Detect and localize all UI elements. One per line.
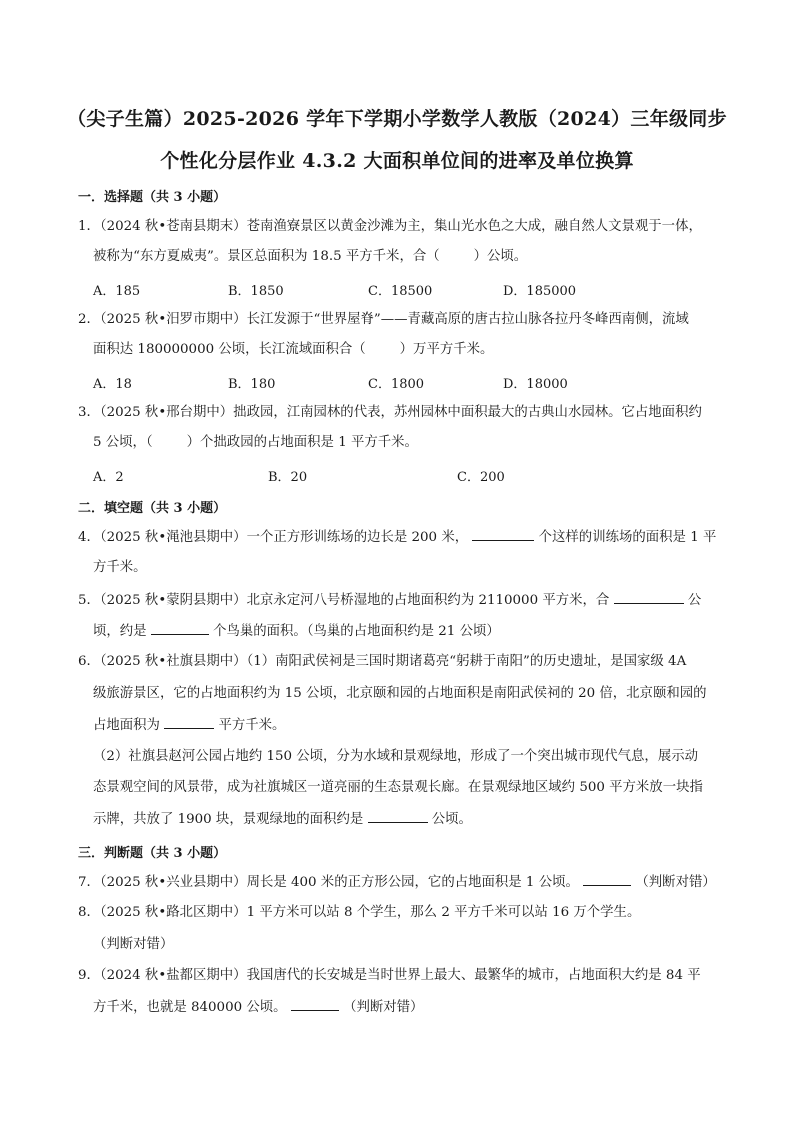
q2-text-before-blank: 面积达 180000000 公顷，长江流域面积合（ (93, 342, 366, 357)
q6-text-after-blank-2: 公顷。 (431, 812, 472, 827)
q1-text-before-blank: 被称为“东方夏威夷”。景区总面积为 18.5 平方千米，合（ (93, 249, 440, 264)
q4-text-before-blank: 4．（2025 秋•渑池县期中）一个正方形训练场的边长是 200 米， (78, 530, 469, 545)
q6-answer-blank-1[interactable] (164, 716, 214, 729)
q9-line-2 (93, 998, 423, 1017)
q2-text-after-blank: ）万平方千米。 (399, 342, 494, 357)
q3-option-a[interactable]: A．2 (93, 470, 124, 485)
q4-answer-blank[interactable] (472, 528, 534, 541)
section-heading-choice: 一．选择题（共 3 小题） (78, 190, 227, 205)
q6-text-before-blank-2: 示牌，共放了 1900 块，景观绿地的面积约是 (93, 812, 364, 827)
q4-line-2: 方千米。 (93, 560, 147, 575)
q4-line-1 (78, 528, 716, 547)
q2-option-d[interactable]: D．18000 (503, 377, 568, 392)
q6-line-4: （2）社旗县赵河公园占地约 150 公顷，分为水域和景观绿地，形成了一个突出城市现代气息，展示动 (93, 749, 698, 764)
q8-judge-note: （判断对错） (93, 937, 174, 952)
q2-line-1: 2．（2025 秋•汨罗市期中）长江发源于“世界屋脊”——青藏高原的唐古拉山脉各拉丹冬峰西南侧，流域 (78, 312, 689, 327)
q1-line-1: 1．（2024 秋•苍南县期末）苍南渔寮景区以黄金沙滩为主，集山光水色之大成，融自然人文景观于一体， (78, 219, 702, 234)
q9-text-before-blank: 方千米，也就是 840000 公顷。 (93, 1000, 287, 1015)
q5-text-after-blank-1: 公 (687, 593, 702, 608)
page-title-line-1: （尖子生篇）2025-2026 学年下学期小学数学人教版（2024）三年级同步 (67, 108, 727, 130)
q3-line-2 (93, 434, 418, 452)
q6-text-before-blank-1: 占地面积为 (93, 718, 160, 733)
q5-answer-blank-1[interactable] (614, 591, 684, 604)
q3-text-before-blank: 5 公顷，（ (93, 435, 153, 450)
q6-line-1: 6．（2025 秋•社旗县期中）（1）南阳武侯祠是三国时期诸葛亮“躬耕于南阳”的历史遗址，是国家级 4A (78, 654, 687, 669)
q5-text-before-blank-1: 5．（2025 秋•蒙阴县期中）北京永定河八号桥湿地的占地面积约为 2110000 平方米，合 (78, 593, 610, 608)
q1-option-c[interactable]: C．18500 (368, 284, 433, 299)
q7-answer-blank[interactable] (583, 873, 631, 886)
q1-option-d[interactable]: D．185000 (503, 284, 577, 299)
q6-text-after-blank-1: 平方千米。 (218, 718, 286, 733)
section-heading-judge: 三．判断题（共 3 小题） (78, 846, 227, 861)
q2-option-c[interactable]: C．1800 (368, 377, 425, 392)
q5-text-before-blank-2: 顷，约是 (93, 624, 147, 639)
q1-line-2 (93, 248, 527, 266)
q3-option-c[interactable]: C．200 (457, 470, 505, 485)
q3-option-b[interactable]: B．20 (268, 470, 308, 485)
q4-text-after-blank: 个这样的训练场的面积是 1 平 (538, 530, 717, 545)
q9-line-1: 9．（2024 秋•盐都区期中）我国唐代的长安城是当时世界上最大、最繁华的城市，占地面积大约是 84 平 (78, 968, 701, 983)
q6-line-3 (93, 716, 285, 735)
q6-line-2: 级旅游景区，它的占地面积约为 15 公顷，北京颐和园的占地面积是南阳武侯祠的 20 倍，北京颐和园的 (93, 686, 707, 701)
q7-line-1 (78, 873, 716, 892)
q5-text-after-blank-2: 个鸟巢的面积。（鸟巢的占地面积约是 21 公顷） (213, 624, 500, 639)
q6-answer-blank-2[interactable] (368, 810, 428, 823)
q1-option-a[interactable]: A．185 (93, 284, 141, 299)
q3-text-after-blank: ）个拙政园的占地面积是 1 平方千米。 (186, 435, 418, 450)
q6-line-6 (93, 810, 472, 829)
page-title-line-2: 个性化分层作业 4.3.2 大面积单位间的进率及单位换算 (160, 150, 634, 172)
q2-line-2 (93, 341, 493, 359)
q6-line-5: 态景观空间的风景带，成为社旗城区一道亮丽的生态景观长廊。在景观绿地区域约 500 平方米放一块指 (93, 780, 703, 795)
q8-line-1: 8．（2025 秋•路北区期中）1 平方米可以站 8 个学生，那么 2 平方千米可以站 16 万个学生。 (78, 905, 641, 920)
q9-judge-note: （判断对错） (343, 1000, 424, 1015)
q5-line-1 (78, 591, 701, 610)
q2-option-b[interactable]: B．180 (228, 377, 276, 392)
q5-answer-blank-2[interactable] (151, 622, 209, 635)
q1-option-b[interactable]: B．1850 (228, 284, 284, 299)
q7-text-before-blank: 7．（2025 秋•兴业县期中）周长是 400 米的正方形公园，它的占地面积是 1 公顷。 (78, 875, 579, 890)
q8-line-2 (93, 935, 173, 954)
q7-judge-note: （判断对错） (635, 875, 716, 890)
q9-answer-blank[interactable] (291, 998, 339, 1011)
q3-line-1: 3．（2025 秋•邢台期中）拙政园，江南园林的代表，苏州园林中面积最大的古典山水园林。它占地面积约 (78, 405, 702, 420)
q5-line-2 (93, 622, 500, 641)
section-heading-fill: 二．填空题（共 3 小题） (78, 501, 227, 516)
q1-text-after-blank: ）公顷。 (473, 249, 528, 264)
q2-option-a[interactable]: A．18 (93, 377, 132, 392)
